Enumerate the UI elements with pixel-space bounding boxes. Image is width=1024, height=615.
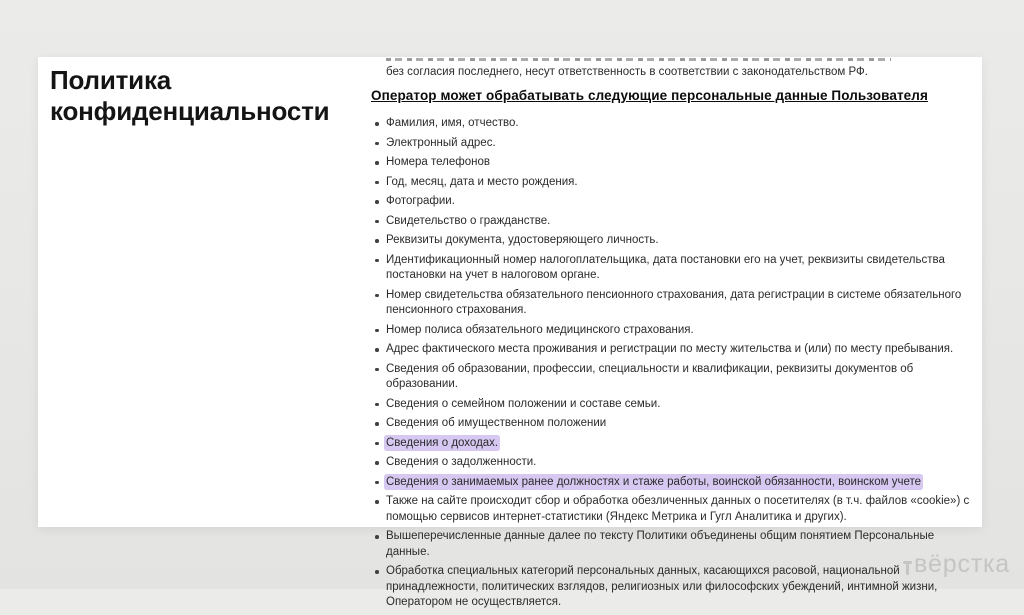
clipped-text-line <box>386 58 891 61</box>
list-item <box>371 455 971 471</box>
section-heading: Оператор может обрабатывать следующие персональные данные Пользователя <box>371 88 928 103</box>
list-item <box>371 253 971 284</box>
list-item <box>371 362 971 393</box>
list-item-text: Реквизиты документа, удостоверяющего личность. <box>386 234 659 246</box>
list-item <box>371 494 971 525</box>
list-item-highlighted <box>371 436 971 452</box>
intro-line: без согласия последнего, несут ответственность в соответствии с законодательством РФ. <box>386 66 868 78</box>
list-item-text: Идентификационный номер налогоплательщика, дата постановки его на учет, реквизиты свидетельства постановки на учет в налоговом органе. <box>386 253 945 281</box>
text-cursor-icon <box>903 561 912 575</box>
list-item-text: Номер полиса обязательного медицинского страхования. <box>386 323 694 336</box>
list-item <box>371 323 971 339</box>
list-item-highlighted <box>371 475 971 491</box>
list-item <box>371 233 971 249</box>
policy-text-column <box>371 57 971 615</box>
list-item-text: Фамилия, имя, отчество. <box>386 117 519 129</box>
list-item-text: Сведения о задолженности. <box>386 456 537 468</box>
list-item-text: Электронный адрес. <box>386 136 496 149</box>
list-item-text: Номера телефонов <box>386 156 490 168</box>
list-item <box>371 529 971 560</box>
list-item-text: Фотографии. <box>386 195 455 207</box>
list-item-text: Номер свидетельства обязательного пенсионного страхования, дата регистрации в системе обязательного пенсионного страхования. <box>386 288 962 316</box>
list-item <box>371 175 971 191</box>
list-item <box>371 288 971 319</box>
list-item <box>371 342 971 358</box>
list-item <box>371 116 971 132</box>
list-item-text: Обработка специальных категорий персональных данных, касающихся расовой, национальной принадлежности, политических взглядов, религиозных или философских убеждений, интимной жизни, Оператором не осуществляется. <box>386 565 938 608</box>
list-item-text: Адрес фактического места проживания и регистрации по месту жительства и (или) по месту пребывания. <box>386 343 954 355</box>
list-item-text: Свидетельство о гражданстве. <box>386 214 551 227</box>
list-item <box>371 194 971 210</box>
list-item-text: Сведения о семейном положении и составе семьи. <box>386 397 661 410</box>
list-item-text: Сведения об образовании, профессии, специальности и квалификации, реквизиты документов об образовании. <box>386 362 914 390</box>
list-item-text: Сведения о доходах. <box>386 436 499 449</box>
list-item-text: Вышеперечисленные данные далее по тексту Политики объединены общим понятием Персональные данные. <box>386 530 935 558</box>
watermark-label: вёрстка <box>913 550 1010 578</box>
list-item-text: Также на сайте происходит сбор и обработка обезличенных данных о посетителях (в т.ч. файлов «cookie») с помощью сервисов интернет-статистики (Яндекс Метрика и Гугл Аналитика и других). <box>386 495 970 523</box>
policy-list <box>371 116 971 611</box>
page-title: Политика конфиденциальности <box>50 65 330 126</box>
list-item-text: Год, месяц, дата и место рождения. <box>386 175 578 188</box>
list-item-text: Сведения об имущественном положении <box>386 417 607 429</box>
list-item <box>371 214 971 230</box>
list-item <box>371 397 971 413</box>
list-item <box>371 416 971 432</box>
list-item-text: Сведения о занимаемых ранее должностях и стаже работы, воинской обязанности, воинском учете <box>386 475 922 488</box>
list-item <box>371 136 971 152</box>
list-item <box>371 155 971 171</box>
list-item <box>371 564 971 611</box>
verstka-watermark <box>903 552 1010 577</box>
